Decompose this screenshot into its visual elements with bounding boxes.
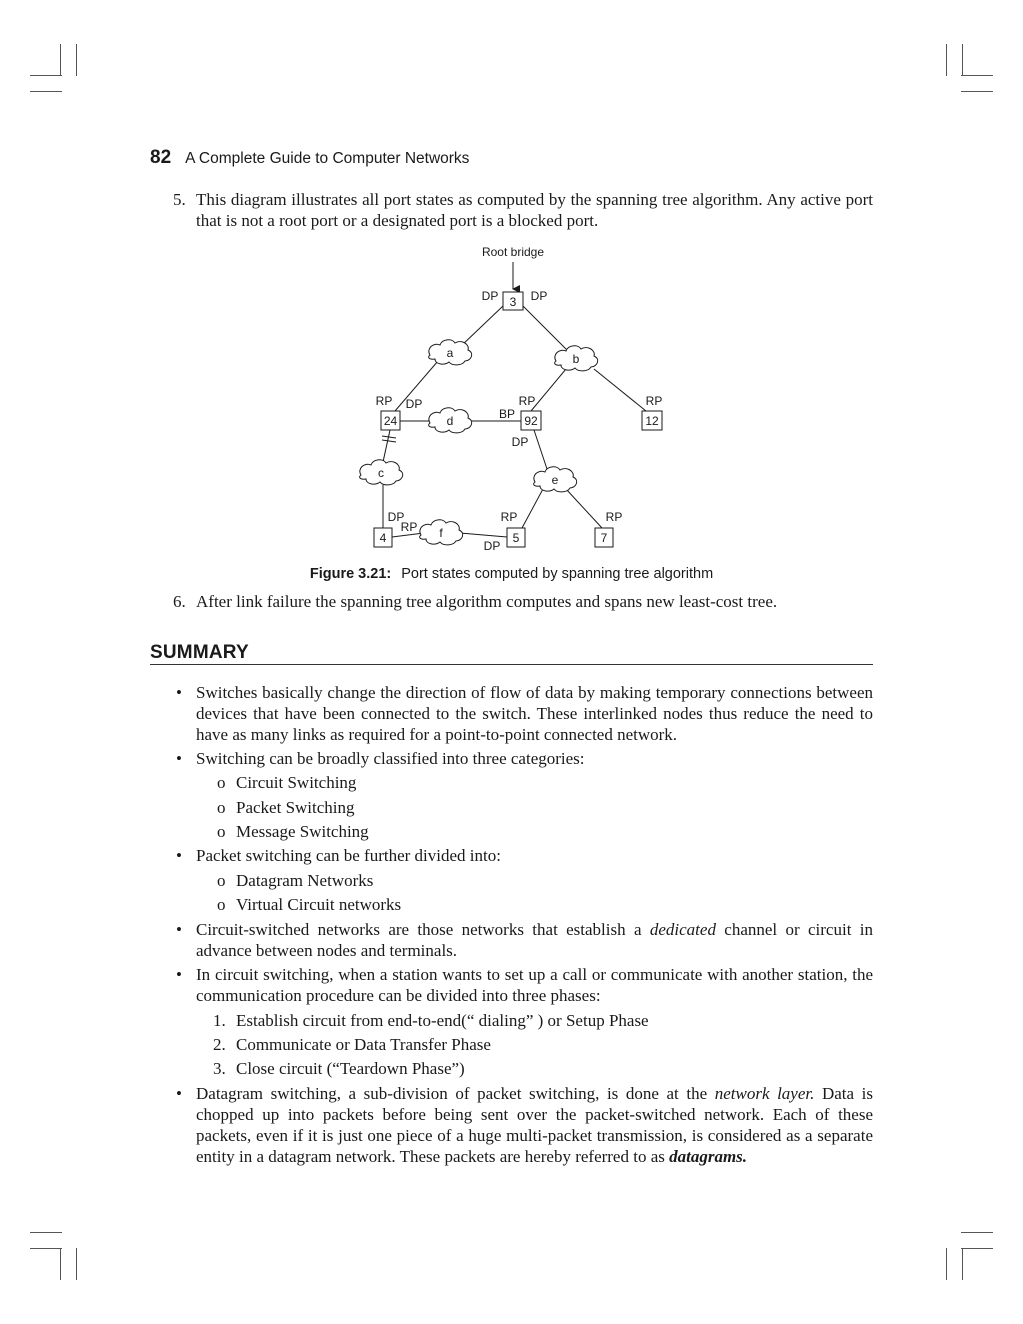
port-label: RP (605, 510, 623, 524)
step-number: 1. (213, 1011, 226, 1030)
step-item: Communicate or Data Transfer Phase (236, 1035, 491, 1054)
bullet-dot: • (176, 965, 182, 984)
lan-label-f: f (439, 526, 443, 540)
summary-bullet (196, 1083, 873, 1167)
port-label: DP (483, 539, 501, 553)
blocked-port-mark (382, 440, 396, 442)
summary-text: Circuit-switched networks are those networks that establish a (196, 920, 650, 939)
sub-marker: o (217, 822, 226, 841)
bullet-dot: • (176, 749, 182, 768)
port-label: BP (498, 407, 516, 421)
link-e-5 (522, 489, 543, 528)
bridge-id-12: 12 (645, 414, 659, 428)
item-text: This diagram illustrates all port states as computed by the spanning tree algorithm. Any active port that is not a root port or a designated port is a blocked port. (196, 190, 873, 230)
bullet-dot: • (176, 846, 182, 865)
book-title: A Complete Guide to Computer Networks (185, 150, 470, 167)
sub-marker: o (217, 871, 226, 890)
summary-text: Data is chopped up into packets before being sent over the packet-switched network. Each of these packets, even if it is just one piece of a huge multi-packet transmission, is considered as a separate entity in a datagram network. These packets are hereby referred to as (196, 1084, 873, 1166)
bridge-id-5: 5 (512, 531, 520, 545)
port-label: DP (405, 397, 423, 411)
lan-label-b: b (572, 352, 580, 366)
port-label: DP (530, 289, 548, 303)
figure-caption (0, 566, 1023, 582)
step-item: Close circuit (“Teardown Phase”) (236, 1059, 465, 1078)
link-3-b (523, 306, 568, 351)
link-b-12 (594, 369, 646, 411)
step-item: Establish circuit from end-to-end(“ dialing” ) or Setup Phase (236, 1011, 649, 1030)
bridge-id-92: 92 (524, 414, 538, 428)
bridge-id-24: 24 (383, 414, 398, 428)
link-24-c (383, 430, 390, 462)
item-text: After link failure the spanning tree algorithm computes and spans new least-cost tree. (196, 592, 778, 611)
bullet-dot: • (176, 683, 182, 702)
port-label: DP (511, 435, 529, 449)
sub-item: Virtual Circuit networks (236, 895, 402, 914)
lan-label-a: a (446, 346, 454, 360)
summary-bullet: In circuit switching, when a station wants to set up a call or communicate with another station, the communication procedure can be divided into three phases: (196, 965, 873, 1005)
link-f-5 (460, 533, 507, 537)
lan-label-e: e (551, 473, 559, 487)
link-b-92 (531, 369, 566, 411)
summary-bullet: Switches basically change the direction of flow of data by making temporary connections between devices that have been connected to the switch. These interlinked nodes thus reduce the need to have as many links as required for a point-to-point connected network. (196, 683, 873, 744)
summary-bullet: Switching can be broadly classified into three categories: (196, 749, 585, 768)
page-number: 82 (150, 147, 172, 168)
port-label: RP (375, 394, 393, 408)
sub-marker: o (217, 895, 226, 914)
section-title: SUMMARY (150, 642, 249, 663)
sub-item: Circuit Switching (236, 773, 357, 792)
sub-item: Datagram Networks (236, 871, 374, 890)
summary-strong: datagrams. (669, 1147, 748, 1166)
step-number: 3. (213, 1059, 226, 1078)
summary-bullet: Packet switching can be further divided into: (196, 846, 501, 865)
port-label: RP (518, 394, 536, 408)
sub-item: Packet Switching (236, 798, 355, 817)
summary-text: channel or circuit in advance between nodes and terminals. (196, 920, 873, 960)
link-3-a (460, 306, 503, 347)
sub-item: Message Switching (236, 822, 369, 841)
sub-marker: o (217, 773, 226, 792)
lan-label-c: c (378, 466, 384, 480)
port-label: RP (500, 510, 518, 524)
port-label: DP (481, 289, 499, 303)
port-label: RP (400, 520, 418, 534)
section-rule (150, 664, 873, 665)
bridge-id-7: 7 (600, 531, 608, 545)
summary-text: Datagram switching, a sub-division of packet switching, is done at the (196, 1084, 715, 1103)
link-92-e (534, 430, 547, 469)
link-e-7 (566, 489, 602, 528)
summary-emphasis: network layer. (714, 1084, 815, 1103)
figure-text: Port states computed by spanning tree algorithm (401, 566, 714, 582)
summary-bullet (196, 919, 873, 961)
bullet-dot: • (176, 1084, 182, 1103)
bridge-id-4: 4 (379, 531, 387, 545)
bullet-dot: • (176, 920, 182, 939)
lan-label-d: d (446, 414, 454, 428)
root-bridge-label: Root bridge (481, 245, 545, 259)
bridge-id-3: 3 (509, 295, 517, 309)
step-number: 2. (213, 1035, 226, 1054)
summary-emphasis: dedicated (649, 920, 716, 939)
port-label: DP (387, 510, 405, 524)
port-label: RP (645, 394, 663, 408)
sub-marker: o (217, 798, 226, 817)
item-number: 6. (173, 592, 186, 611)
figure-label: Figure 3.21: (309, 566, 392, 582)
item-number: 5. (173, 190, 186, 209)
